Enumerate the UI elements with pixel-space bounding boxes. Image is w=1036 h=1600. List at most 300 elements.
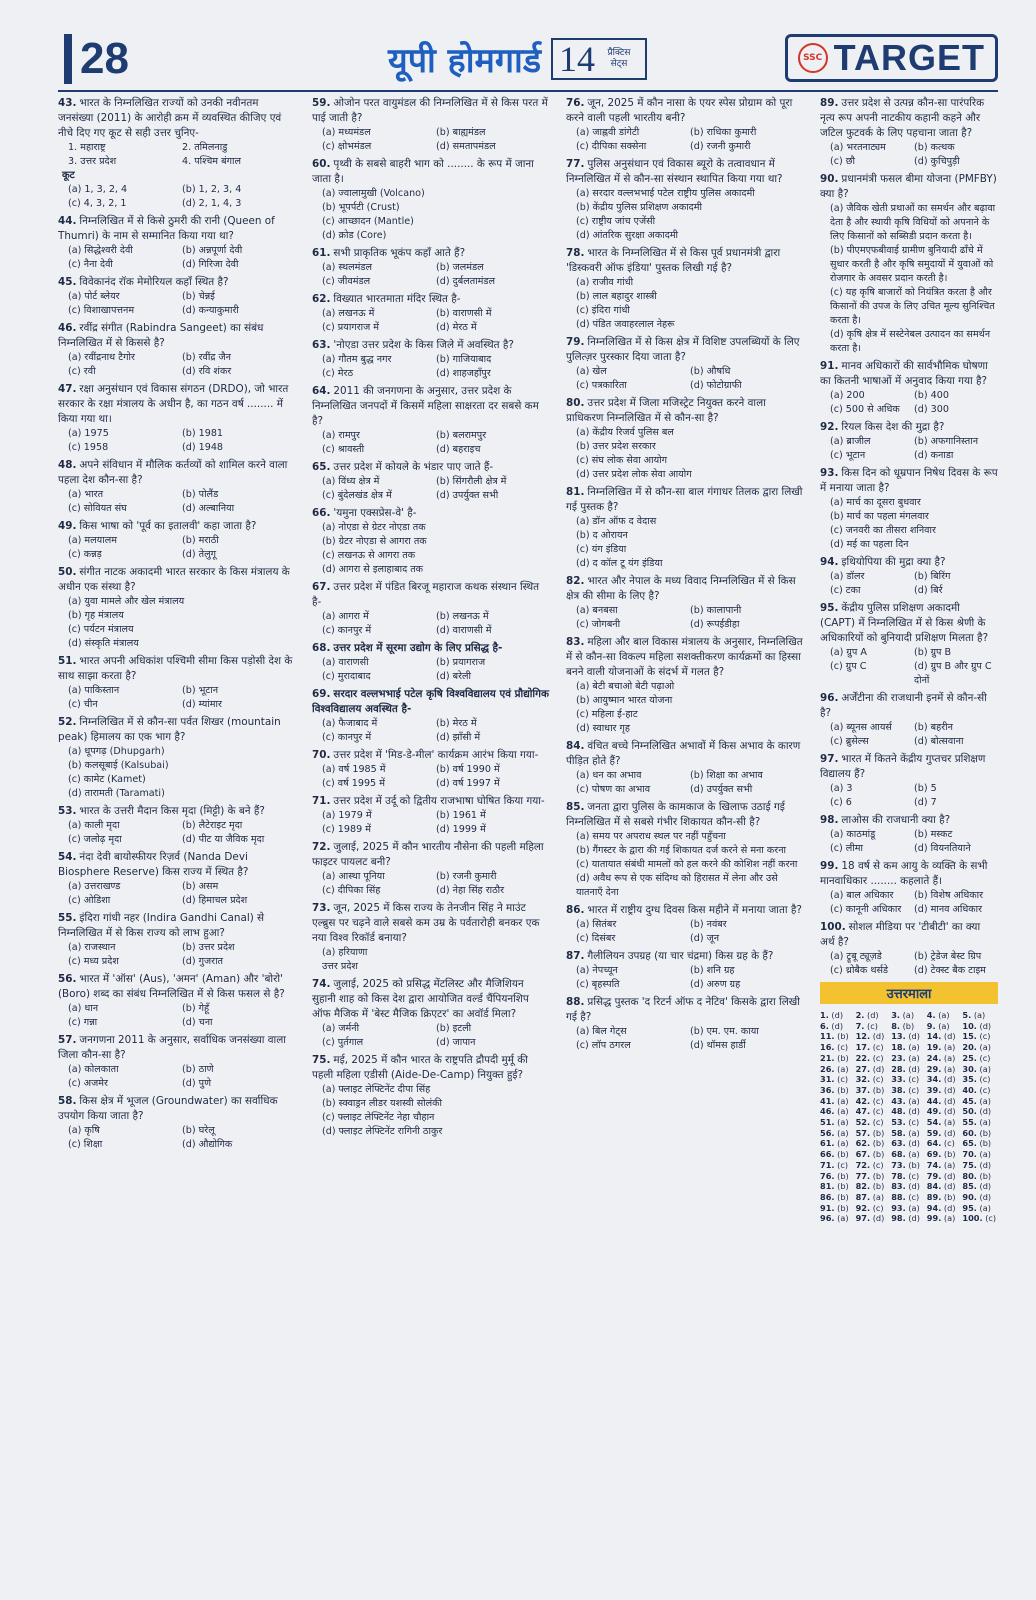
option: (c) बुंदेलखंड क्षेत्र में xyxy=(322,490,392,501)
question-text xyxy=(312,687,550,717)
answer-number: 6. xyxy=(820,1020,829,1031)
option: (d) कनाडा xyxy=(914,450,954,461)
question-stem: उत्तर प्रदेश से उत्पन्न कौन-सा पारंपरिक नृत्य रूप अपनी नाटकीय कहानी कहने और जटिल फुटवर्क के लिए पहचाना जाता है? xyxy=(820,97,985,139)
option: (a) सितंबर xyxy=(576,919,617,930)
option-list xyxy=(566,1025,804,1053)
answer-value: (c) xyxy=(985,1213,997,1224)
answer-number: 10. xyxy=(962,1020,977,1031)
answer-value: (d) xyxy=(872,1031,885,1042)
question-number: 100. xyxy=(820,921,846,933)
option: (b) बहरीन xyxy=(914,722,953,733)
answer-cell xyxy=(927,1010,963,1021)
option-list xyxy=(312,870,550,898)
option: (c) अजमेर xyxy=(68,1078,108,1089)
answer-number: 54. xyxy=(926,1117,942,1128)
answer-cell xyxy=(856,1128,892,1139)
option: (a) नेपच्यून xyxy=(576,965,618,976)
option: (d) ग्रुप B और ग्रुप C दोनों xyxy=(914,661,992,686)
answer-cell xyxy=(927,1053,963,1064)
answer-cell xyxy=(962,1064,998,1075)
answer-number: 23. xyxy=(891,1052,906,1063)
option: (c) क्षोभमंडल xyxy=(322,141,372,152)
option-list xyxy=(566,918,804,946)
question-stem: 2011 की जनगणना के अनुसार, उत्तर प्रदेश के निम्नलिखित जनपदों में किसमें महिला साक्षरता दर सबसे कम है? xyxy=(312,385,539,427)
answer-row xyxy=(820,1031,998,1042)
question-stem: किस भाषा को 'पूर्व का इतालवी' कहा जाता है? xyxy=(79,520,257,532)
option: (a) बाल अधिकार xyxy=(830,890,894,901)
answer-row xyxy=(820,1138,998,1149)
question-text xyxy=(820,752,998,782)
answer-value: (d) xyxy=(831,1010,844,1020)
answer-value: (a) xyxy=(902,1010,915,1020)
option: (a) ब्यूनस आयर्स xyxy=(830,722,892,733)
option: (c) पुर्तगाल xyxy=(322,1037,364,1048)
answer-cell xyxy=(856,1064,892,1075)
question-columns xyxy=(58,96,998,1590)
question xyxy=(566,635,804,736)
option: (d) म्यांमार xyxy=(182,699,222,710)
answer-value: (c) xyxy=(867,1020,878,1031)
question-number: 45. xyxy=(58,276,77,288)
question-stem: अपने संविधान में मौलिक कर्तव्यों को शामिल करने वाला पहला देश कौन-सा है? xyxy=(58,459,288,486)
option: (d) कुचिपुड़ी xyxy=(914,156,960,167)
answer-value: (c) xyxy=(872,1074,884,1085)
option: (c) ब्रुसेल्स xyxy=(830,736,869,747)
question-number: 69. xyxy=(312,688,331,700)
answer-cell xyxy=(820,1064,856,1075)
answer-number: 29. xyxy=(926,1063,942,1074)
option: (d) 300 xyxy=(914,404,949,415)
option: (b) वाराणसी में xyxy=(436,308,492,319)
option-list xyxy=(820,828,998,856)
answer-cell xyxy=(927,1106,963,1117)
question-stem: भारत में राष्ट्रीय दुग्ध दिवस किस महीने में मनाया जाता है? xyxy=(587,904,802,916)
answer-cell xyxy=(820,1042,856,1053)
option: (d) दुर्बलतामंडल xyxy=(436,276,496,287)
option-list xyxy=(58,290,296,318)
answer-number: 38. xyxy=(891,1084,906,1095)
question-text xyxy=(820,172,998,202)
option: (a) वर्ष 1985 में xyxy=(322,764,386,775)
question-text xyxy=(820,859,998,889)
answer-number: 44. xyxy=(926,1095,942,1106)
question-stem: किस दिन को धूम्रपान निषेध दिवस के रूप में मनाया जाता है? xyxy=(820,467,998,494)
question-text xyxy=(566,635,804,680)
answer-number: 93. xyxy=(891,1202,906,1213)
answer-number: 92. xyxy=(855,1202,871,1213)
option-list xyxy=(58,534,296,562)
answer-cell xyxy=(962,1021,998,1032)
question-text xyxy=(566,574,804,604)
option: (c) इंदिरा गांधी xyxy=(576,305,630,316)
question-number: 86. xyxy=(566,904,585,916)
answer-number: 22. xyxy=(855,1052,871,1063)
question-number: 99. xyxy=(820,860,839,872)
answer-cell xyxy=(856,1149,892,1160)
answer-number: 12. xyxy=(855,1031,871,1042)
answer-cell xyxy=(927,1064,963,1075)
answer-value: (a) xyxy=(979,1202,991,1213)
option: (c) दीपिका सक्सेना xyxy=(576,141,647,152)
question-number: 44. xyxy=(58,215,77,227)
option: (b) रजनी कुमारी xyxy=(436,871,497,882)
answer-value: (d) xyxy=(831,1020,844,1031)
answer-row xyxy=(820,1128,998,1139)
answer-cell xyxy=(891,1192,927,1203)
question-text xyxy=(312,96,550,126)
answer-value: (c) xyxy=(943,1138,955,1149)
column-1 xyxy=(58,96,296,1590)
answer-value: (b) xyxy=(837,1170,849,1181)
option: (a) ट्रूबू ट्यूज़डे xyxy=(830,951,882,962)
answer-cell xyxy=(856,1138,892,1149)
option: (a) सिद्धेश्वरी देवी xyxy=(68,245,133,256)
question xyxy=(820,920,998,978)
question-text xyxy=(58,275,296,290)
option: (a) 1, 3, 2, 4 xyxy=(68,184,128,195)
answer-number: 50. xyxy=(962,1106,977,1117)
question-text xyxy=(566,800,804,830)
answer-value: (a) xyxy=(837,1063,849,1074)
question-text xyxy=(58,519,296,534)
answer-cell xyxy=(820,1138,856,1149)
question xyxy=(312,506,550,577)
answer-value: (d) xyxy=(867,1010,879,1020)
option: (a) काली मृदा xyxy=(68,820,120,831)
option: (a) भारत xyxy=(68,489,104,500)
option-list xyxy=(58,745,296,801)
answer-cell xyxy=(927,1096,963,1107)
option: (a) ब्राजील xyxy=(830,436,871,447)
option: (a) युवा मामले और खेल मंत्रालय xyxy=(68,596,185,607)
option: (a) मार्च का दूसरा बुधवार xyxy=(830,497,921,508)
answer-value: (d) xyxy=(943,1031,956,1042)
question xyxy=(312,338,550,381)
answer-value: (d) xyxy=(872,1063,885,1074)
option: (b) अफगानिस्तान xyxy=(914,436,979,447)
option: (b) आयुष्मान भारत योजना xyxy=(576,695,673,706)
option: (c) दिसंबर xyxy=(576,933,616,944)
option: (b) द ओरायन xyxy=(576,530,628,541)
answer-value: (d) xyxy=(908,1063,920,1074)
option: (d) पंडित जवाहरलाल नेहरू xyxy=(576,319,675,330)
option: (b) कालापानी xyxy=(690,605,742,616)
question-stem: सरदार वल्लभभाई पटेल कृषि विश्वविद्यालय एवं प्रौद्योगिक विश्वविद्यालय अवस्थित है- xyxy=(312,688,549,715)
question-number: 49. xyxy=(58,520,77,532)
question xyxy=(58,382,296,455)
answer-value: (d) xyxy=(872,1213,885,1224)
option: (c) यह कृषि बाजारों को नियंत्रित करता है और किसानों की उपज के लिए उचित मूल्य सुनिश्चित करता है। xyxy=(830,287,995,326)
option: (c) वर्ष 1995 में xyxy=(322,778,385,789)
question-number: 67. xyxy=(312,581,331,593)
answer-number: 7. xyxy=(855,1020,865,1031)
question-number: 48. xyxy=(58,459,77,471)
answer-number: 57. xyxy=(855,1127,871,1138)
question xyxy=(820,752,998,810)
question xyxy=(58,565,296,651)
question-number: 66. xyxy=(312,507,331,519)
answer-number: 41. xyxy=(820,1095,835,1106)
answer-number: 78. xyxy=(891,1170,906,1181)
question-number: 97. xyxy=(820,753,839,765)
question-text xyxy=(58,911,296,941)
answer-value: (a) xyxy=(943,1213,956,1224)
answer-value: (c) xyxy=(872,1202,884,1213)
question-text xyxy=(58,382,296,427)
answer-value: (d) xyxy=(979,1181,992,1192)
option: (b) अन्नपूर्णा देवी xyxy=(182,245,243,256)
question-number: 93. xyxy=(820,467,839,479)
question-number: 47. xyxy=(58,383,77,395)
option: (d) शाहजहाँपुर xyxy=(436,368,491,379)
option-list xyxy=(312,429,550,457)
option: (a) रामपुर xyxy=(322,430,360,441)
answer-number: 95. xyxy=(962,1202,977,1213)
question-number: 54. xyxy=(58,851,77,863)
answer-value: (d) xyxy=(908,1181,920,1192)
question xyxy=(820,172,998,356)
question-stem: भारत के निम्नलिखित राज्यों को उनकी नवीनतम जनसंख्या (2011) के आरोही क्रम में व्यवस्थित कीजिए एवं नीचे दिए गए कूट से सही उत्तर चुनिए- xyxy=(58,97,282,139)
answer-number: 67. xyxy=(855,1149,871,1160)
answer-number: 74. xyxy=(926,1159,942,1170)
answer-value: (b) xyxy=(837,1191,849,1202)
answer-number: 25. xyxy=(962,1052,977,1063)
column-3 xyxy=(566,96,804,1590)
question xyxy=(312,901,550,974)
option: (c) बृहस्पति xyxy=(576,979,620,990)
answer-cell xyxy=(856,1031,892,1042)
option: (c) दीपिका सिंह xyxy=(322,885,381,896)
answer-row xyxy=(820,1042,998,1053)
question xyxy=(566,739,804,797)
answer-cell xyxy=(962,1096,998,1107)
answer-cell xyxy=(820,1160,856,1171)
option: (c) शिक्षा xyxy=(68,1139,103,1150)
question-text xyxy=(58,654,296,684)
option-list xyxy=(820,950,998,978)
answer-number: 86. xyxy=(820,1191,835,1202)
question-text xyxy=(312,1053,550,1083)
option: (a) सरदार वल्लभभाई पटेल राष्ट्रीय पुलिस अकादमी xyxy=(576,188,755,199)
answer-number: 51. xyxy=(820,1117,835,1128)
answer-cell xyxy=(891,1128,927,1139)
answer-row xyxy=(820,1203,998,1214)
answer-number: 58. xyxy=(891,1127,906,1138)
option: (d) आंतरिक सुरक्षा अकादमी xyxy=(576,230,679,241)
option: (d) पुणे xyxy=(182,1078,212,1089)
option: (d) चना xyxy=(182,1017,213,1028)
question xyxy=(820,813,998,856)
answer-value: (c) xyxy=(837,1159,849,1170)
answer-value: (a) xyxy=(943,1117,956,1128)
answer-number: 94. xyxy=(926,1202,942,1213)
answer-cell xyxy=(856,1085,892,1096)
answer-cell xyxy=(962,1031,998,1042)
answer-value: (b) xyxy=(872,1170,885,1181)
answer-cell xyxy=(962,1053,998,1064)
answer-number: 64. xyxy=(926,1138,942,1149)
option-list xyxy=(566,365,804,393)
question-stem: विवेकानंद रॉक मेमोरियल कहाँ स्थित है? xyxy=(79,276,229,288)
answer-number: 46. xyxy=(820,1106,835,1117)
option-list xyxy=(566,515,804,571)
option: (c) रवी xyxy=(68,366,96,377)
question-text xyxy=(312,157,550,187)
answer-cell xyxy=(927,1171,963,1182)
option: (a) बिल गेट्स xyxy=(576,1026,627,1037)
question-stem: 'नोएडा उत्तर प्रदेश के किस जिले में अवस्थित है? xyxy=(333,339,514,351)
answer-number: 75. xyxy=(962,1159,977,1170)
series-badge xyxy=(551,38,647,80)
question xyxy=(312,157,550,243)
answer-row xyxy=(820,1117,998,1128)
question-text xyxy=(312,246,550,261)
answer-value: (b) xyxy=(837,1031,849,1042)
option: (d) अरुण ग्रह xyxy=(690,979,741,990)
answer-value: (a) xyxy=(938,1020,950,1031)
option: (b) 1, 2, 3, 4 xyxy=(182,184,242,195)
question-number: 89. xyxy=(820,97,839,109)
question-text xyxy=(820,813,998,828)
question xyxy=(566,903,804,946)
answer-value: (a) xyxy=(979,1095,991,1106)
answer-cell xyxy=(927,1074,963,1085)
page-header xyxy=(58,28,998,92)
option: (b) गैंगस्टर के द्वारा की गई शिकायत दर्ज करने से मना करना xyxy=(576,845,787,856)
statement: 3. उत्तर प्रदेश xyxy=(68,156,117,167)
option: (a) उत्तराखण्ड xyxy=(68,881,121,892)
answer-number: 37. xyxy=(855,1084,871,1095)
question-number: 79. xyxy=(566,336,585,348)
question-number: 61. xyxy=(312,247,331,259)
option: (d) बोत्सवाना xyxy=(914,736,964,747)
question xyxy=(58,1094,296,1152)
option: (c) छौ xyxy=(830,156,856,167)
option-list xyxy=(58,819,296,847)
answer-value: (d) xyxy=(943,1127,956,1138)
answer-number: 36. xyxy=(820,1084,835,1095)
answer-cell xyxy=(856,1203,892,1214)
answer-number: 83. xyxy=(891,1181,906,1192)
option: (a) स्थलमंडल xyxy=(322,262,372,273)
question xyxy=(58,96,296,211)
question-stem: मानव अधिकारों की सार्वभौमिक घोषणा का कितनी भाषाओं में अनुवाद किया गया है? xyxy=(820,360,988,387)
answer-value: (a) xyxy=(908,1052,920,1063)
answer-cell xyxy=(856,1053,892,1064)
option: (b) मार्च का पहला मंगलवार xyxy=(830,511,929,522)
option: (c) 6 xyxy=(830,797,852,808)
question-number: 91. xyxy=(820,360,839,372)
option: (c) कन्नड़ xyxy=(68,549,102,560)
answer-row xyxy=(820,1064,998,1075)
answer-value: (a) xyxy=(943,1052,956,1063)
question-number: 76. xyxy=(566,97,585,109)
option: (b) मेरठ में xyxy=(436,718,477,729)
answer-number: 97. xyxy=(855,1213,871,1224)
statement: 1. महाराष्ट्र xyxy=(68,142,106,153)
answer-cell xyxy=(962,1160,998,1171)
option: (c) सोवियत संघ xyxy=(68,503,127,514)
answer-cell xyxy=(891,1064,927,1075)
answer-value: (d) xyxy=(908,1138,920,1149)
option: (c) टका xyxy=(830,585,861,596)
answer-number: 68. xyxy=(891,1149,906,1160)
answer-cell xyxy=(856,1171,892,1182)
answer-value: (c) xyxy=(979,1052,991,1063)
question-stem: सोशल मीडिया पर 'टीबीटी' का क्या अर्थ है? xyxy=(820,921,981,948)
column-4 xyxy=(820,96,998,1590)
option: (c) मेरठ xyxy=(322,368,354,379)
answer-number: 26. xyxy=(820,1063,835,1074)
answer-row xyxy=(820,1213,998,1224)
answer-value: (d) xyxy=(943,1074,956,1085)
answer-cell xyxy=(962,1181,998,1192)
answer-cell xyxy=(820,1181,856,1192)
question-text xyxy=(312,460,550,475)
option: (c) लखनऊ से आगरा तक xyxy=(322,550,416,561)
question xyxy=(312,840,550,898)
question-number: 92. xyxy=(820,421,839,433)
option: (d) समतापमंडल xyxy=(436,141,496,152)
option: (a) जाह्नवी डांगेटी xyxy=(576,127,640,138)
option: (c) आच्छादन (Mantle) xyxy=(322,216,414,227)
option: (d) संस्कृति मंत्रालय xyxy=(68,638,139,649)
answer-cell xyxy=(962,1085,998,1096)
option: (d) आगरा से इलाहाबाद तक xyxy=(322,564,424,575)
option: (d) 7 xyxy=(914,797,937,808)
question-text xyxy=(58,96,296,141)
option: (a) बनबसा xyxy=(576,605,618,616)
question-text xyxy=(820,96,998,141)
question-text xyxy=(820,420,998,435)
answer-cell xyxy=(820,1021,856,1032)
question-stem: भारत और नेपाल के मध्य विवाद निम्नलिखित में से किस क्षेत्र की सीमा के लिए है? xyxy=(566,575,796,602)
option: (a) कोलकाता xyxy=(68,1064,119,1075)
question-number: 65. xyxy=(312,461,331,473)
option: (b) राधिका कुमारी xyxy=(690,127,757,138)
answer-cell xyxy=(962,1128,998,1139)
answer-cell xyxy=(856,1213,892,1224)
answer-value: (b) xyxy=(979,1170,992,1181)
option: (d) गुजरात xyxy=(182,956,224,967)
answer-number: 35. xyxy=(962,1074,977,1085)
option: (d) क्रोड (Core) xyxy=(322,230,387,241)
answer-value: (b) xyxy=(872,1127,885,1138)
question xyxy=(58,275,296,318)
answer-value: (a) xyxy=(943,1063,956,1074)
answer-number: 9. xyxy=(926,1020,936,1031)
answer-cell xyxy=(927,1117,963,1128)
question-number: 68. xyxy=(312,642,331,654)
question-stem: भारत में कितने केंद्रीय गुप्तचर प्रशिक्षण विद्यालय हैं? xyxy=(820,753,986,780)
answer-number: 60. xyxy=(962,1127,977,1138)
option-list xyxy=(312,126,550,154)
answer-number: 80. xyxy=(962,1170,977,1181)
question xyxy=(566,800,804,900)
question-text xyxy=(58,458,296,488)
option-list xyxy=(820,782,998,810)
answer-value: (b) xyxy=(872,1138,885,1149)
option: (c) मुरादाबाद xyxy=(322,671,371,682)
option-list xyxy=(312,809,550,837)
question-text xyxy=(820,555,998,570)
option: (b) मस्कट xyxy=(914,829,953,840)
option: (a) काठमांडू xyxy=(830,829,876,840)
answer-value: (c) xyxy=(908,1170,920,1181)
option: (b) 1961 में xyxy=(436,810,486,821)
question xyxy=(566,574,804,632)
answer-value: (c) xyxy=(979,1074,991,1085)
